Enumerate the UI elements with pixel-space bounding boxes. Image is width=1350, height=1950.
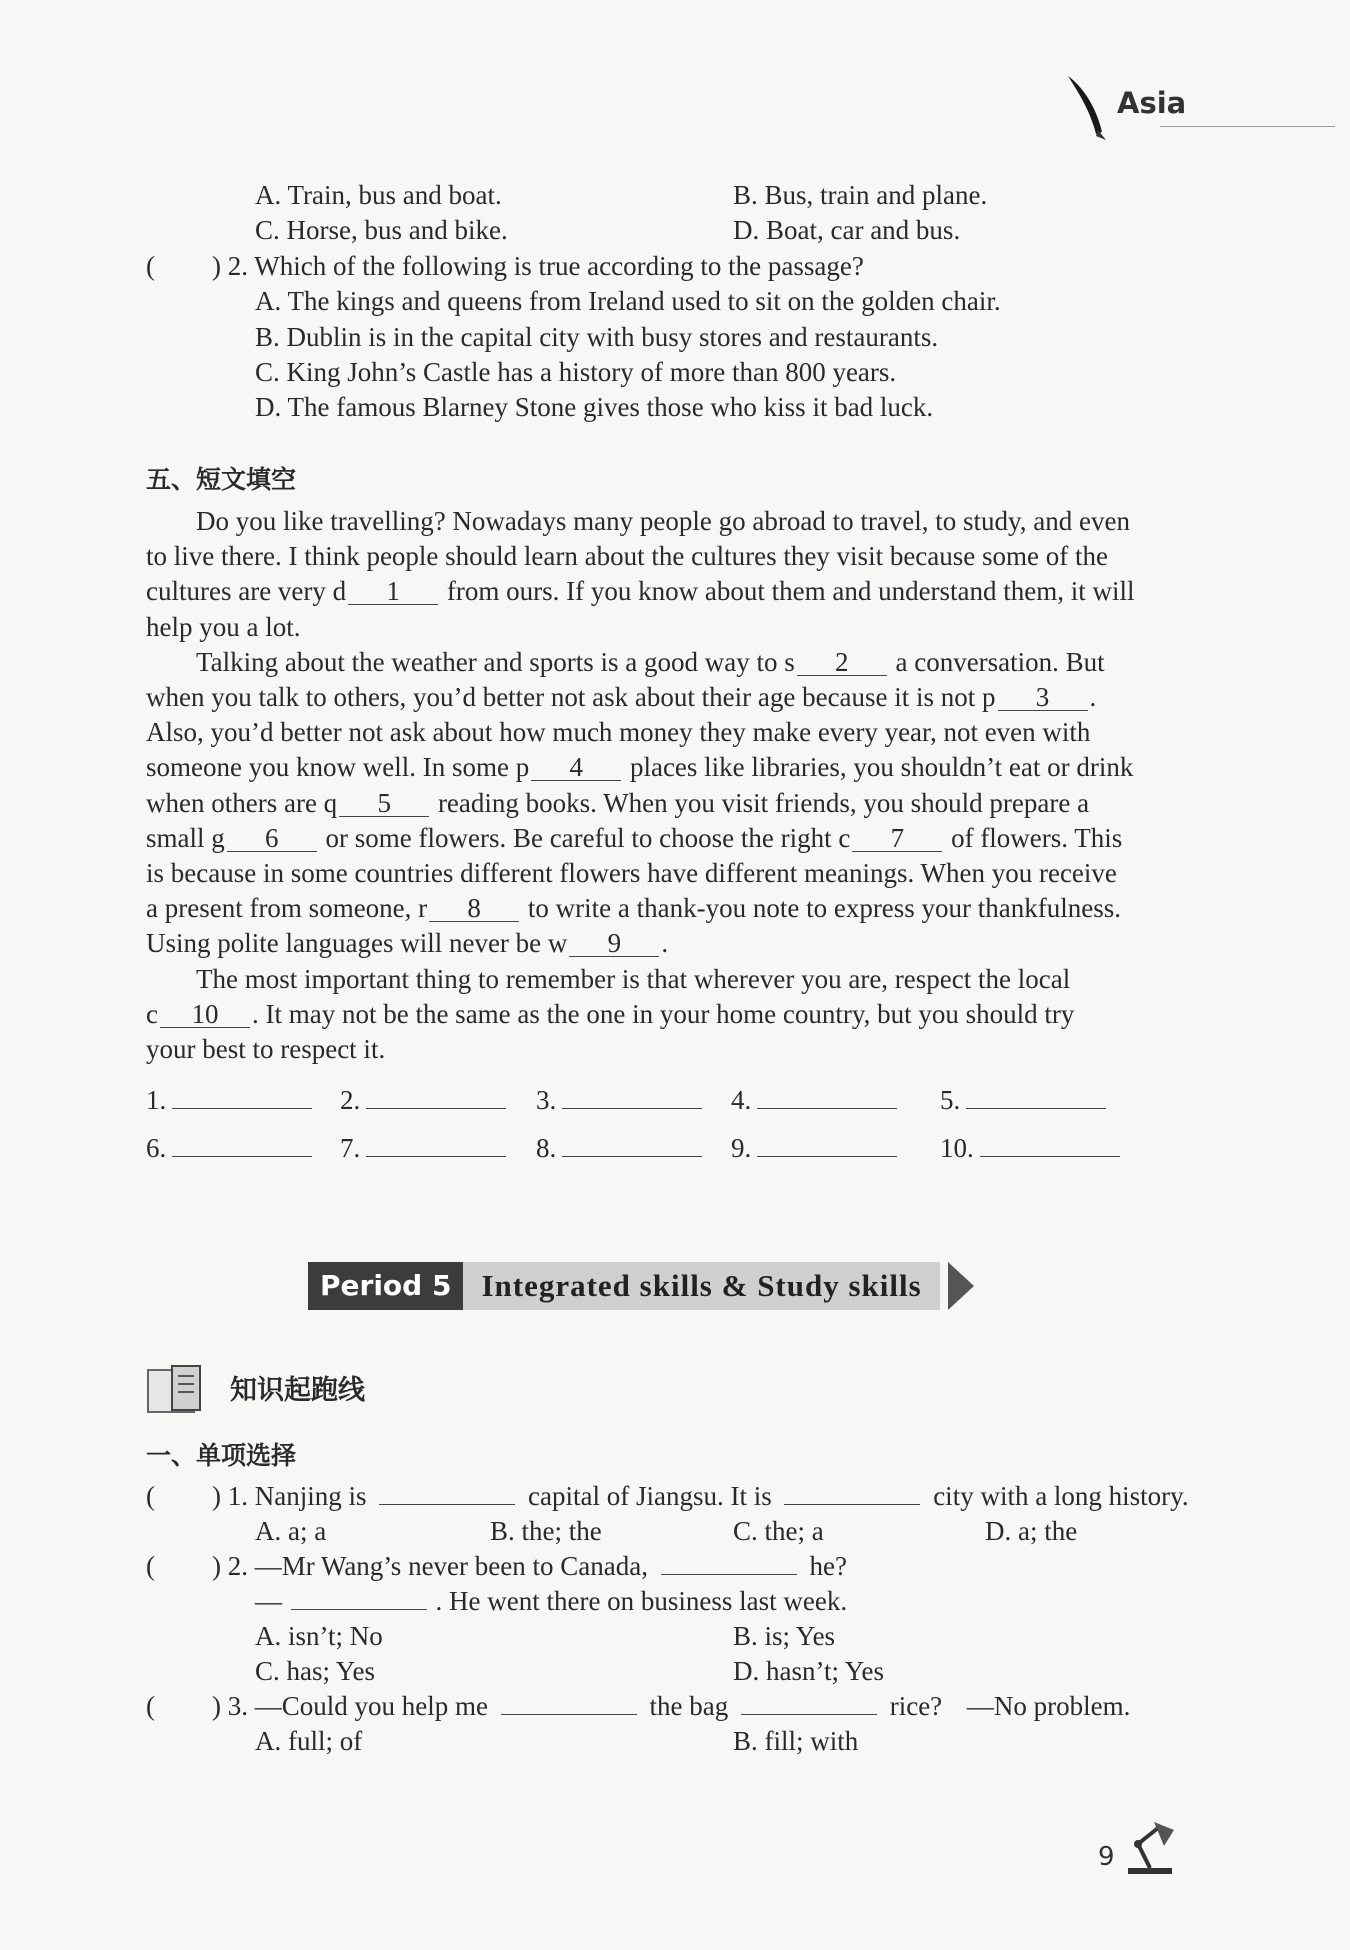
passage-text: your best to respect it. bbox=[146, 1034, 386, 1064]
passage-text: a conversation. But bbox=[888, 646, 1105, 677]
passage-text: of flowers. This bbox=[944, 822, 1123, 853]
answer-number: 9. bbox=[731, 1133, 752, 1163]
page-number: 9 bbox=[1098, 1842, 1115, 1872]
cloze-blank[interactable]: 8 bbox=[429, 895, 519, 922]
passage-line bbox=[146, 715, 1090, 750]
passage-line bbox=[146, 891, 1121, 926]
answer-item bbox=[536, 1082, 702, 1116]
passage-line bbox=[146, 821, 1122, 856]
passage-text: The most important thing to remember is that wherever you are, respect the local bbox=[196, 963, 1071, 994]
answer-number: 10. bbox=[940, 1133, 974, 1163]
quill-pen-icon bbox=[1062, 72, 1110, 147]
passage-line bbox=[196, 645, 1105, 680]
cloze-blank[interactable]: 9 bbox=[569, 930, 659, 957]
answer-item bbox=[146, 1130, 312, 1164]
choice-q2-line2-text: . He went there on business last week. bbox=[435, 1586, 848, 1616]
passage-text: from ours. If you know about them and understand them, it will bbox=[440, 576, 1135, 607]
choice-q2-option-c: C. has; Yes bbox=[255, 1656, 376, 1686]
passage-text: or some flowers. Be careful to choose the right c bbox=[318, 822, 851, 853]
period-banner bbox=[308, 1262, 974, 1310]
cloze-blank[interactable]: 4 bbox=[531, 754, 621, 781]
passage-line bbox=[146, 926, 668, 961]
answer-blank[interactable] bbox=[501, 1714, 637, 1715]
answer-blank[interactable] bbox=[741, 1714, 877, 1715]
choice-q1-paren: ( bbox=[146, 1481, 155, 1511]
answer-line[interactable] bbox=[562, 1082, 702, 1109]
q2-option-b: B. Dublin is in the capital city with busy stores and restaurants. bbox=[255, 322, 939, 352]
q2-option-d: D. The famous Blarney Stone gives those who kiss it bad luck. bbox=[255, 392, 934, 422]
answer-number: 3. bbox=[536, 1085, 557, 1115]
q2-option-c: C. King John’s Castle has a history of more than 800 years. bbox=[255, 357, 897, 387]
cloze-blank[interactable]: 5 bbox=[339, 790, 429, 817]
choice-q1-mid: capital of Jiangsu. It is bbox=[528, 1481, 772, 1511]
choice-q3-post: rice? bbox=[889, 1691, 943, 1721]
cloze-blank[interactable]: 1 bbox=[348, 578, 438, 605]
answer-blank[interactable] bbox=[661, 1574, 797, 1575]
passage-text: . bbox=[661, 928, 669, 959]
knowledge-title: 知识起跑线 bbox=[230, 1375, 365, 1406]
choice-q2-pre: ) 2. —Mr Wang’s never been to Canada, bbox=[212, 1551, 648, 1581]
answer-item bbox=[731, 1130, 897, 1164]
passage-text: small g bbox=[146, 822, 225, 853]
choice-q3-mid: the bag bbox=[649, 1691, 729, 1721]
passage-text: to write a thank-you note to express your thankfulness. bbox=[521, 893, 1122, 924]
passage-text: . bbox=[1089, 682, 1097, 712]
choice-q2-line2 bbox=[255, 1584, 847, 1619]
choice-q2-option-a: A. isn’t; No bbox=[255, 1621, 383, 1651]
answer-line[interactable] bbox=[757, 1082, 897, 1109]
answer-item bbox=[340, 1082, 506, 1116]
answer-line[interactable] bbox=[172, 1130, 312, 1157]
passage-line bbox=[196, 504, 1130, 539]
answer-number: 8. bbox=[536, 1133, 557, 1163]
choice-q2-option-d: D. hasn’t; Yes bbox=[733, 1656, 885, 1686]
choice-q1-post: city with a long history. bbox=[933, 1481, 1189, 1511]
open-book-icon bbox=[146, 1364, 210, 1421]
choice-q3-paren: ( bbox=[146, 1691, 155, 1721]
period-label: Period 5 bbox=[308, 1262, 463, 1310]
answer-line[interactable] bbox=[562, 1130, 702, 1157]
passage-line bbox=[146, 997, 1074, 1032]
cloze-blank[interactable]: 7 bbox=[852, 825, 942, 852]
choice-q3-stem bbox=[212, 1689, 1130, 1724]
answer-line[interactable] bbox=[172, 1082, 312, 1109]
section-heading: 五、短文填空 bbox=[146, 465, 297, 494]
passage-text: reading books. When you visit friends, you should prepare a bbox=[431, 787, 1090, 818]
answer-line[interactable] bbox=[366, 1082, 506, 1109]
choice-q3-option-b: B. fill; with bbox=[733, 1726, 859, 1756]
passage-text: Talking about the weather and sports is a good way to s bbox=[196, 646, 795, 677]
passage-line bbox=[146, 539, 1108, 574]
passage-text: when others are q bbox=[146, 787, 338, 818]
answer-number: 5. bbox=[940, 1085, 961, 1115]
passage-text: Do you like travelling? Nowadays many people go abroad to travel, to study, and even bbox=[196, 506, 1130, 536]
passage-text: to live there. I think people should learn about the cultures they visit because some of the bbox=[146, 541, 1108, 572]
answer-item bbox=[940, 1130, 1120, 1164]
cloze-blank[interactable]: 10 bbox=[160, 1001, 250, 1028]
answer-number: 2. bbox=[340, 1085, 361, 1115]
desk-lamp-icon bbox=[1124, 1818, 1180, 1883]
answer-number: 7. bbox=[340, 1133, 361, 1163]
answer-blank[interactable] bbox=[291, 1609, 427, 1610]
passage-text: Using polite languages will never be w bbox=[146, 928, 568, 959]
chapter-title: Asia bbox=[1117, 86, 1187, 120]
choice-q1-stem bbox=[212, 1479, 1189, 1514]
period-title: Integrated skills & Study skills bbox=[463, 1262, 939, 1310]
passage-text: someone you know well. In some p bbox=[146, 752, 530, 783]
passage-text: when you talk to others, you’d better not ask about their age because it is not p bbox=[146, 682, 996, 712]
answer-line[interactable] bbox=[366, 1130, 506, 1157]
answer-line[interactable] bbox=[757, 1130, 897, 1157]
passage-line bbox=[146, 1032, 385, 1067]
passage-text: places like libraries, you shouldn’t eat or drink bbox=[623, 752, 1134, 783]
passage-line bbox=[146, 786, 1089, 821]
passage-text: c bbox=[146, 998, 158, 1029]
choice-q2-stem bbox=[212, 1549, 847, 1584]
header-rule bbox=[1160, 126, 1335, 127]
answer-item bbox=[731, 1082, 897, 1116]
passage-line bbox=[146, 574, 1135, 609]
passage-text: is because in some countries different flowers have different meanings. When you receive bbox=[146, 858, 1117, 888]
passage-text: Also, you’d better not ask about how much money they make every year, not even with bbox=[146, 717, 1091, 748]
choice-q3-pre: ) 3. —Could you help me bbox=[212, 1691, 488, 1721]
choice-q1-pre: ) 1. Nanjing is bbox=[212, 1481, 367, 1511]
answer-blank[interactable] bbox=[784, 1504, 920, 1505]
answer-number: 1. bbox=[146, 1085, 167, 1115]
q2-paren: ( bbox=[146, 251, 155, 281]
choice-q1-option-b: B. the; the bbox=[490, 1516, 602, 1546]
section-heading-choice: 一、单项选择 bbox=[146, 1441, 297, 1470]
cloze-blank[interactable]: 6 bbox=[227, 825, 317, 852]
arrow-right-icon bbox=[948, 1262, 974, 1310]
answer-number: 6. bbox=[146, 1133, 167, 1163]
answer-item bbox=[536, 1130, 702, 1164]
passage-line bbox=[146, 750, 1133, 785]
answer-blank[interactable] bbox=[379, 1504, 515, 1505]
passage-line bbox=[196, 962, 1070, 997]
passage-line bbox=[146, 856, 1117, 891]
choice-q1-option-a: A. a; a bbox=[255, 1516, 327, 1546]
passage-text: a present from someone, r bbox=[146, 893, 428, 924]
answer-item bbox=[340, 1130, 506, 1164]
passage-text: cultures are very d bbox=[146, 576, 347, 607]
answer-item bbox=[146, 1082, 312, 1116]
answer-item bbox=[940, 1082, 1106, 1116]
choice-q3-option-a: A. full; of bbox=[255, 1726, 363, 1756]
choice-q2-post: he? bbox=[809, 1551, 847, 1581]
passage-line bbox=[146, 680, 1096, 715]
passage-line bbox=[146, 610, 300, 645]
choice-q1-option-c: C. the; a bbox=[733, 1516, 824, 1546]
q1-option-b: B. Bus, train and plane. bbox=[733, 180, 988, 210]
cloze-blank[interactable]: 2 bbox=[797, 649, 887, 676]
cloze-blank[interactable]: 3 bbox=[998, 684, 1088, 711]
choice-q2-paren: ( bbox=[146, 1551, 155, 1581]
q1-option-c: C. Horse, bus and bike. bbox=[255, 215, 508, 245]
q1-option-a: A. Train, bus and boat. bbox=[255, 180, 502, 210]
answer-line[interactable] bbox=[966, 1082, 1106, 1109]
choice-q3-reply: —No problem. bbox=[966, 1691, 1131, 1721]
passage-text: . It may not be the same as the one in your home country, but you should try bbox=[251, 998, 1075, 1029]
q2-stem: ) 2. Which of the following is true according to the passage? bbox=[212, 251, 864, 281]
choice-q1-option-d: D. a; the bbox=[985, 1516, 1078, 1546]
choice-q2-dash: — bbox=[255, 1586, 282, 1616]
choice-q2-option-b: B. is; Yes bbox=[733, 1621, 836, 1651]
q2-option-a: A. The kings and queens from Ireland used to sit on the golden chair. bbox=[255, 286, 1001, 316]
answer-number: 4. bbox=[731, 1085, 752, 1115]
q1-option-d: D. Boat, car and bus. bbox=[733, 215, 961, 245]
passage-text: help you a lot. bbox=[146, 611, 301, 642]
answer-line[interactable] bbox=[980, 1130, 1120, 1157]
